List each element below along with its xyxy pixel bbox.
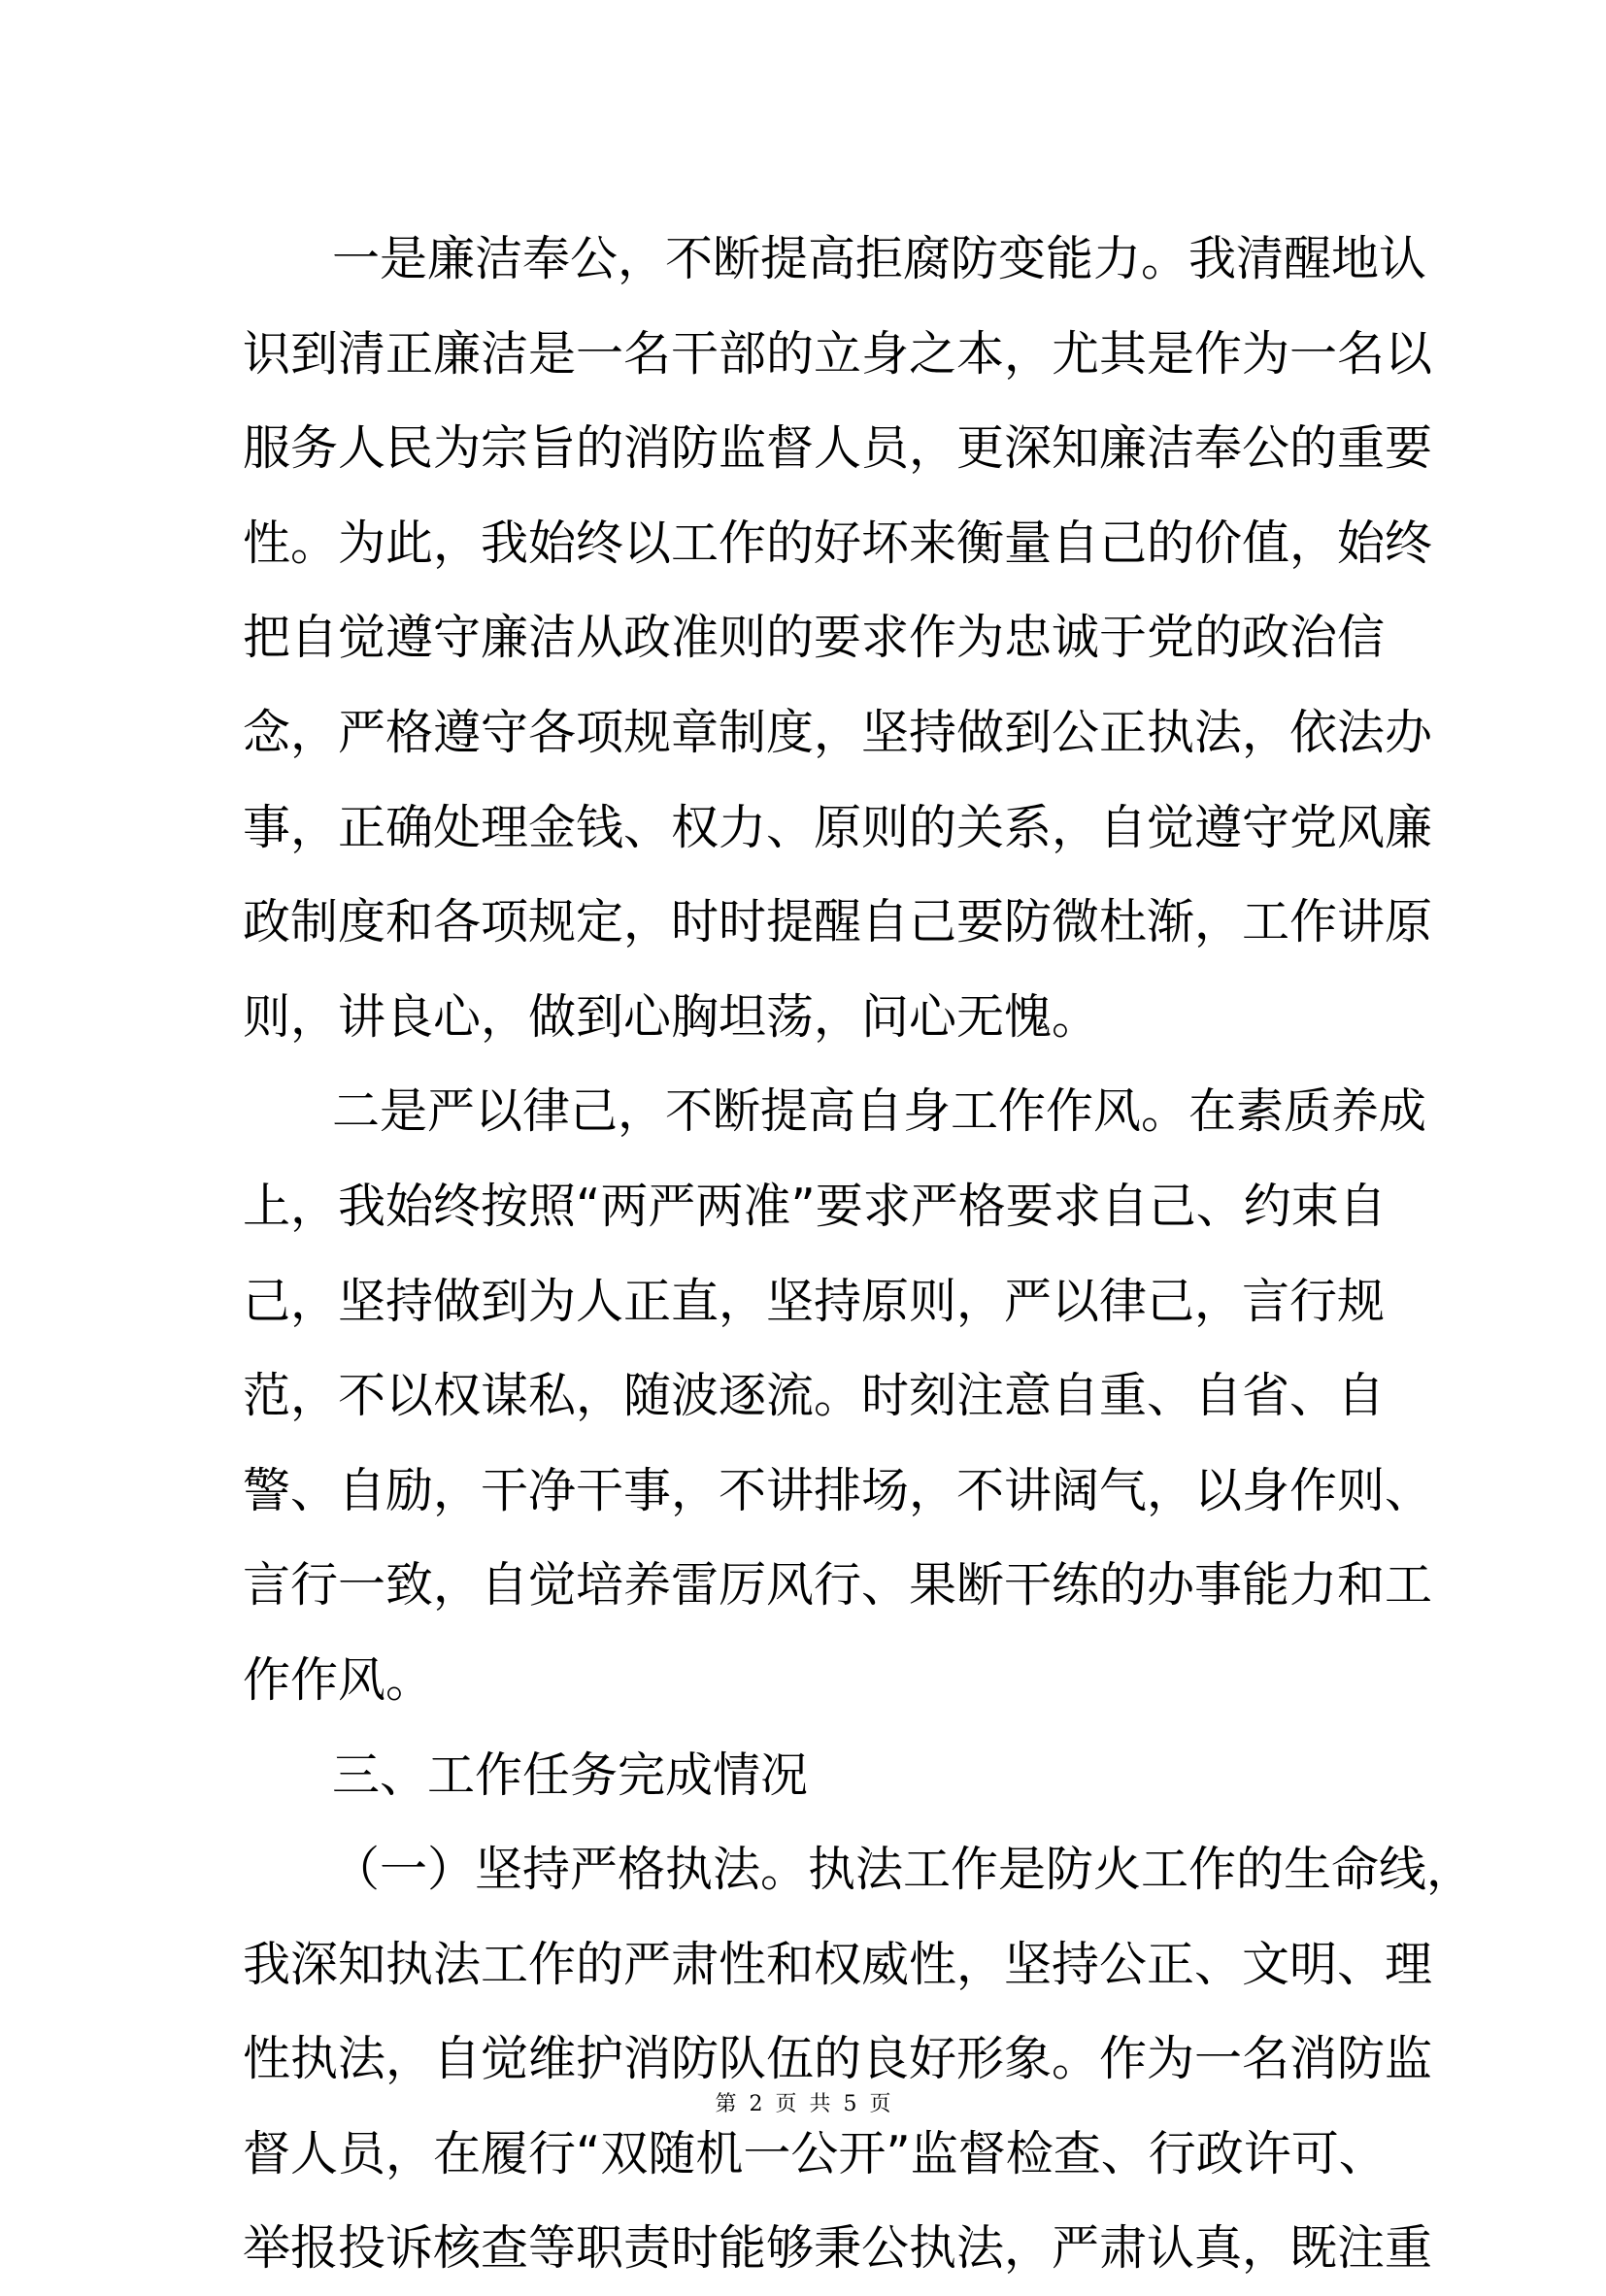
paragraph-line: 督人员，在履行“双随机一公开”监督检查、行政许可、	[243, 2125, 1387, 2181]
paragraph-line: 己，坚持做到为人正直，坚持原则，严以律己，言行规	[243, 1273, 1386, 1329]
paragraph-line: 性执法，自觉维护消防队伍的良好形象。作为一名消防监	[243, 2031, 1433, 2087]
paragraph-line: 识到清正廉洁是一名干部的立身之本，尤其是作为一名以	[243, 325, 1433, 382]
page-footer	[0, 2087, 1606, 2117]
paragraph-line: 我深知执法工作的严肃性和权威性，坚持公正、文明、理	[243, 1936, 1433, 1992]
paragraph-line: 念，严格遵守各项规章制度，坚持做到公正执法，依法办	[243, 704, 1433, 760]
paragraph-line: 警、自励，干净干事，不讲排场，不讲阔气，以身作则、	[243, 1462, 1433, 1518]
section-heading: 三、工作任务完成情况	[332, 1747, 809, 1803]
paragraph-line: 政制度和各项规定，时时提醒自己要防微杜渐，工作讲原	[243, 894, 1433, 950]
paragraph-line: 服务人民为宗旨的消防监督人员，更深知廉洁奉公的重要	[243, 420, 1433, 477]
paragraph-line: （一）坚持严格执法。执法工作是防火工作的生命线，	[332, 1842, 1475, 1898]
paragraph-line: 事，正确处理金钱、权力、原则的关系，自觉遵守党风廉	[243, 799, 1433, 855]
paragraph-line: 一是廉洁奉公，不断提高拒腐防变能力。我清醒地认	[332, 231, 1427, 286]
paragraph-line: 则，讲良心，做到心胸坦荡，问心无愧。	[243, 988, 1100, 1045]
paragraph-line: 作作风。	[243, 1651, 434, 1708]
paragraph-line: 性。为此，我始终以工作的好坏来衡量自己的价值，始终	[243, 515, 1433, 571]
paragraph-line: 范，不以权谋私，随波逐流。时刻注意自重、自省、自	[243, 1368, 1386, 1424]
paragraph-line: 二是严以律己，不断提高自身工作作风。在素质养成	[332, 1083, 1427, 1140]
paragraph-line: 上，我始终按照“两严两准”要求严格要求自己、约束自	[243, 1178, 1387, 1234]
paragraph-line: 言行一致，自觉培养雷厉风行、果断干练的办事能力和工	[243, 1557, 1433, 1614]
paragraph-line: 把自觉遵守廉洁从政准则的要求作为忠诚于党的政治信	[243, 610, 1386, 666]
paragraph-line: 举报投诉核查等职责时能够秉公执法，严肃认真，既注重	[243, 2220, 1433, 2277]
document-body	[243, 212, 1475, 2296]
page-number: 第 2 页 共 5 页	[715, 2092, 891, 2116]
